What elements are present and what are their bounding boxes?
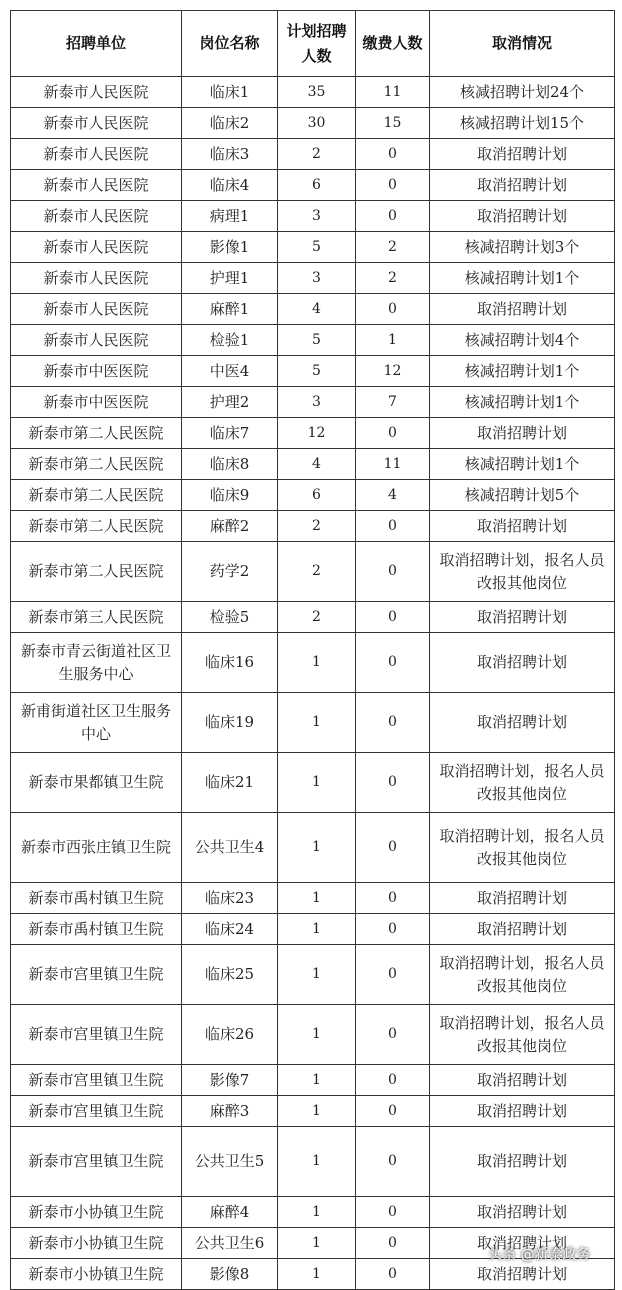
cell-paid: 0 (356, 542, 430, 602)
table-row (11, 201, 615, 232)
cell-status: 取消招聘计划 (430, 1259, 615, 1290)
cell-paid: 1 (356, 325, 430, 356)
cell-post: 公共卫生5 (182, 1127, 278, 1197)
cell-post: 影像1 (182, 232, 278, 263)
cell-status: 核减招聘计划4个 (430, 325, 615, 356)
cell-status: 取消招聘计划 (430, 511, 615, 542)
header-plan: 计划招聘人数 (278, 11, 356, 77)
cell-status: 取消招聘计划 (430, 914, 615, 945)
cell-paid: 15 (356, 108, 430, 139)
cell-plan: 2 (278, 542, 356, 602)
cell-plan: 6 (278, 480, 356, 511)
header-post: 岗位名称 (182, 11, 278, 77)
cell-unit: 新泰市第二人民医院 (11, 418, 182, 449)
cell-plan: 1 (278, 1127, 356, 1197)
cell-plan: 2 (278, 602, 356, 633)
cell-unit: 新泰市中医医院 (11, 356, 182, 387)
cell-unit: 新泰市小协镇卫生院 (11, 1197, 182, 1228)
cell-unit: 新泰市第二人民医院 (11, 542, 182, 602)
cell-paid: 0 (356, 294, 430, 325)
cell-post: 检验5 (182, 602, 278, 633)
cell-unit: 新泰市果都镇卫生院 (11, 753, 182, 813)
header-status: 取消情况 (430, 11, 615, 77)
table-row (11, 1127, 615, 1197)
cell-paid: 2 (356, 232, 430, 263)
cell-paid: 0 (356, 1065, 430, 1096)
cell-status: 取消招聘计划 (430, 139, 615, 170)
cell-paid: 0 (356, 201, 430, 232)
cell-plan: 35 (278, 77, 356, 108)
cell-post: 麻醉4 (182, 1197, 278, 1228)
cell-paid: 0 (356, 418, 430, 449)
cell-paid: 0 (356, 914, 430, 945)
cell-post: 病理1 (182, 201, 278, 232)
cell-post: 临床19 (182, 693, 278, 753)
cell-unit: 新泰市中医医院 (11, 387, 182, 418)
cell-paid: 0 (356, 1096, 430, 1127)
cell-unit: 新泰市禹村镇卫生院 (11, 883, 182, 914)
cell-status: 取消招聘计划 (430, 170, 615, 201)
cell-plan: 2 (278, 139, 356, 170)
table-row (11, 633, 615, 693)
cell-plan: 1 (278, 1096, 356, 1127)
table-row (11, 170, 615, 201)
header-unit: 招聘单位 (11, 11, 182, 77)
cell-plan: 5 (278, 325, 356, 356)
cell-unit: 新泰市小协镇卫生院 (11, 1259, 182, 1290)
table-body (11, 77, 615, 1290)
table-row (11, 232, 615, 263)
cell-post: 麻醉2 (182, 511, 278, 542)
cell-post: 临床24 (182, 914, 278, 945)
table-row (11, 602, 615, 633)
cell-post: 检验1 (182, 325, 278, 356)
cell-post: 影像7 (182, 1065, 278, 1096)
cell-plan: 1 (278, 1065, 356, 1096)
cell-post: 临床9 (182, 480, 278, 511)
table-row (11, 1065, 615, 1096)
cell-paid: 0 (356, 693, 430, 753)
cell-paid: 11 (356, 77, 430, 108)
table-row (11, 449, 615, 480)
table-row (11, 387, 615, 418)
cell-post: 公共卫生6 (182, 1228, 278, 1259)
table-row (11, 883, 615, 914)
cell-plan: 4 (278, 449, 356, 480)
cell-unit: 新泰市人民医院 (11, 232, 182, 263)
cell-status: 取消招聘计划 (430, 1228, 615, 1259)
cell-unit: 新泰市宫里镇卫生院 (11, 1065, 182, 1096)
cell-post: 临床16 (182, 633, 278, 693)
cell-status: 取消招聘计划 (430, 1096, 615, 1127)
cell-unit: 新泰市第二人民医院 (11, 511, 182, 542)
cell-status: 核减招聘计划3个 (430, 232, 615, 263)
table-row (11, 418, 615, 449)
cell-status: 取消招聘计划 (430, 883, 615, 914)
cell-unit: 新泰市人民医院 (11, 139, 182, 170)
cell-paid: 0 (356, 139, 430, 170)
table-row (11, 914, 615, 945)
cell-paid: 12 (356, 356, 430, 387)
cell-unit: 新泰市宫里镇卫生院 (11, 945, 182, 1005)
cell-status: 取消招聘计划 (430, 201, 615, 232)
cell-status: 取消招聘计划，报名人员改报其他岗位 (430, 1005, 615, 1065)
recruitment-cancellation-table (10, 10, 615, 1290)
cell-unit: 新泰市小协镇卫生院 (11, 1228, 182, 1259)
cell-plan: 3 (278, 263, 356, 294)
cell-paid: 0 (356, 1127, 430, 1197)
cell-status: 取消招聘计划，报名人员改报其他岗位 (430, 813, 615, 883)
cell-unit: 新泰市第二人民医院 (11, 480, 182, 511)
cell-plan: 1 (278, 914, 356, 945)
cell-status: 核减招聘计划1个 (430, 356, 615, 387)
table-row (11, 1096, 615, 1127)
cell-post: 麻醉1 (182, 294, 278, 325)
cell-plan: 5 (278, 232, 356, 263)
cell-post: 临床23 (182, 883, 278, 914)
cell-paid: 0 (356, 813, 430, 883)
cell-paid: 0 (356, 602, 430, 633)
cell-unit: 新泰市宫里镇卫生院 (11, 1005, 182, 1065)
cell-paid: 0 (356, 1005, 430, 1065)
cell-plan: 1 (278, 753, 356, 813)
cell-unit: 新甫街道社区卫生服务中心 (11, 693, 182, 753)
cell-unit: 新泰市青云街道社区卫生服务中心 (11, 633, 182, 693)
table-header-row (11, 11, 615, 77)
cell-plan: 12 (278, 418, 356, 449)
cell-status: 核减招聘计划1个 (430, 449, 615, 480)
cell-post: 护理1 (182, 263, 278, 294)
cell-post: 护理2 (182, 387, 278, 418)
cell-unit: 新泰市人民医院 (11, 77, 182, 108)
table-row (11, 542, 615, 602)
cell-plan: 5 (278, 356, 356, 387)
cell-unit: 新泰市人民医院 (11, 263, 182, 294)
cell-paid: 7 (356, 387, 430, 418)
table-row (11, 139, 615, 170)
cell-post: 临床21 (182, 753, 278, 813)
cell-unit: 新泰市人民医院 (11, 201, 182, 232)
cell-post: 公共卫生4 (182, 813, 278, 883)
cell-paid: 2 (356, 263, 430, 294)
cell-status: 取消招聘计划，报名人员改报其他岗位 (430, 753, 615, 813)
cell-status: 取消招聘计划 (430, 602, 615, 633)
cell-unit: 新泰市人民医院 (11, 108, 182, 139)
cell-plan: 2 (278, 511, 356, 542)
cell-paid: 0 (356, 1197, 430, 1228)
table-row (11, 753, 615, 813)
cell-paid: 4 (356, 480, 430, 511)
cell-paid: 0 (356, 170, 430, 201)
cell-plan: 1 (278, 1197, 356, 1228)
cell-paid: 0 (356, 883, 430, 914)
cell-plan: 1 (278, 813, 356, 883)
table-row (11, 108, 615, 139)
cell-plan: 3 (278, 387, 356, 418)
cell-post: 麻醉3 (182, 1096, 278, 1127)
cell-post: 临床2 (182, 108, 278, 139)
cell-status: 核减招聘计划24个 (430, 77, 615, 108)
cell-plan: 1 (278, 883, 356, 914)
table-row (11, 325, 615, 356)
cell-paid: 0 (356, 1228, 430, 1259)
table-row (11, 511, 615, 542)
cell-unit: 新泰市第三人民医院 (11, 602, 182, 633)
header-paid: 缴费人数 (356, 11, 430, 77)
table-row (11, 1005, 615, 1065)
cell-unit: 新泰市西张庄镇卫生院 (11, 813, 182, 883)
cell-paid: 0 (356, 753, 430, 813)
cell-paid: 0 (356, 633, 430, 693)
cell-post: 临床4 (182, 170, 278, 201)
cell-plan: 1 (278, 693, 356, 753)
cell-status: 取消招聘计划，报名人员改报其他岗位 (430, 945, 615, 1005)
cell-paid: 0 (356, 1259, 430, 1290)
cell-status: 取消招聘计划 (430, 1065, 615, 1096)
cell-status: 取消招聘计划 (430, 294, 615, 325)
cell-status: 取消招聘计划 (430, 1197, 615, 1228)
watermark: 头条 @新泰政务 (488, 1247, 591, 1263)
table-row (11, 263, 615, 294)
cell-plan: 1 (278, 633, 356, 693)
table-row (11, 693, 615, 753)
table-row (11, 1197, 615, 1228)
table-row (11, 356, 615, 387)
cell-status: 核减招聘计划1个 (430, 387, 615, 418)
cell-plan: 1 (278, 1228, 356, 1259)
cell-post: 临床1 (182, 77, 278, 108)
cell-plan: 1 (278, 1259, 356, 1290)
table-row (11, 294, 615, 325)
cell-unit: 新泰市人民医院 (11, 294, 182, 325)
cell-status: 取消招聘计划，报名人员改报其他岗位 (430, 542, 615, 602)
cell-status: 取消招聘计划 (430, 1127, 615, 1197)
cell-plan: 1 (278, 945, 356, 1005)
cell-post: 药学2 (182, 542, 278, 602)
cell-post: 临床26 (182, 1005, 278, 1065)
cell-unit: 新泰市人民医院 (11, 325, 182, 356)
cell-paid: 0 (356, 511, 430, 542)
cell-status: 取消招聘计划 (430, 418, 615, 449)
cell-status: 核减招聘计划5个 (430, 480, 615, 511)
cell-plan: 1 (278, 1005, 356, 1065)
table-row (11, 77, 615, 108)
cell-unit: 新泰市第二人民医院 (11, 449, 182, 480)
cell-unit: 新泰市宫里镇卫生院 (11, 1127, 182, 1197)
cell-post: 中医4 (182, 356, 278, 387)
cell-paid: 0 (356, 945, 430, 1005)
cell-status: 取消招聘计划 (430, 693, 615, 753)
cell-post: 临床25 (182, 945, 278, 1005)
cell-post: 临床8 (182, 449, 278, 480)
cell-paid: 11 (356, 449, 430, 480)
cell-post: 临床3 (182, 139, 278, 170)
cell-status: 核减招聘计划15个 (430, 108, 615, 139)
cell-unit: 新泰市人民医院 (11, 170, 182, 201)
cell-unit: 新泰市宫里镇卫生院 (11, 1096, 182, 1127)
cell-post: 临床7 (182, 418, 278, 449)
cell-post: 影像8 (182, 1259, 278, 1290)
cell-status: 核减招聘计划1个 (430, 263, 615, 294)
cell-plan: 3 (278, 201, 356, 232)
table-row (11, 813, 615, 883)
cell-plan: 30 (278, 108, 356, 139)
table-row (11, 480, 615, 511)
cell-plan: 6 (278, 170, 356, 201)
table-row (11, 945, 615, 1005)
cell-plan: 4 (278, 294, 356, 325)
cell-unit: 新泰市禹村镇卫生院 (11, 914, 182, 945)
cell-status: 取消招聘计划 (430, 633, 615, 693)
